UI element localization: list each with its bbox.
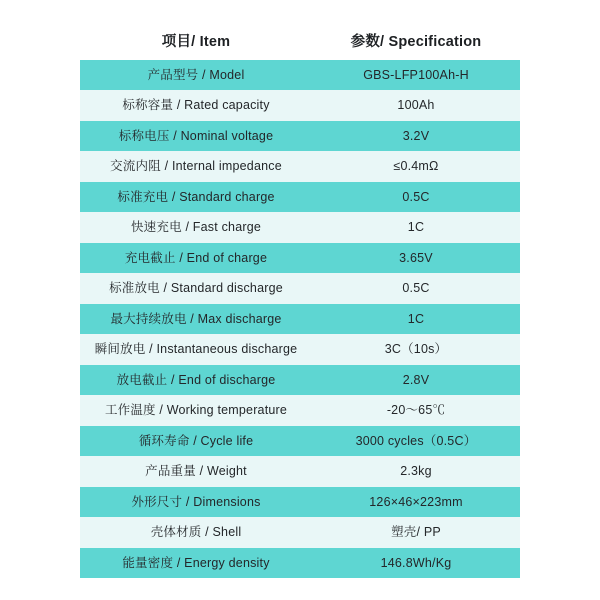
cell-item [80, 121, 312, 152]
cell-item [80, 90, 312, 121]
cell-specification [312, 182, 520, 213]
cell-specification-value: 3000 cycles（0.5C） [355, 433, 477, 448]
cell-item [80, 151, 312, 182]
table-row [80, 395, 520, 426]
cell-item-label: 产品型号 / Model [147, 67, 245, 82]
table-row [80, 151, 520, 182]
column-header-item [80, 22, 312, 60]
cell-specification-value: ≤0.4mΩ [393, 159, 439, 174]
table-row [80, 212, 520, 243]
table-header-row [80, 22, 520, 60]
cell-specification-value: 2.3kg [400, 464, 432, 479]
cell-item [80, 517, 312, 548]
cell-specification-value: -20～65℃ [386, 403, 446, 418]
cell-item-label: 快速充电 / Fast charge [130, 220, 262, 235]
cell-specification-value: 1C [407, 311, 425, 326]
cell-specification-value: 3C（10s） [384, 342, 448, 357]
cell-item-label: 标称容量 / Rated capacity [122, 98, 270, 113]
specification-table [80, 22, 520, 579]
table-row [80, 548, 520, 579]
cell-specification-value: 0.5C [402, 281, 430, 296]
table-row [80, 487, 520, 518]
column-header-item-label: 项目/ Item [161, 34, 231, 51]
cell-specification-value: 126×46×223mm [369, 494, 463, 509]
table-row [80, 121, 520, 152]
cell-specification [312, 212, 520, 243]
cell-specification-value: 3.65V [399, 250, 433, 265]
cell-item-label: 最大持续放电 / Max discharge [110, 311, 282, 326]
cell-specification [312, 487, 520, 518]
cell-item-label: 充电截止 / End of charge [124, 250, 268, 265]
cell-specification-value: 100Ah [397, 98, 435, 113]
table-row [80, 365, 520, 396]
cell-item [80, 182, 312, 213]
cell-item-label: 壳体材质 / Shell [150, 525, 242, 540]
cell-item [80, 60, 312, 91]
cell-item-label: 放电截止 / End of discharge [116, 372, 276, 387]
cell-specification [312, 517, 520, 548]
cell-specification-value: 塑壳/ PP [391, 525, 441, 540]
cell-item-label: 工作温度 / Working temperature [104, 403, 288, 418]
column-header-specification [312, 22, 520, 60]
cell-item [80, 426, 312, 457]
cell-specification-value: 1C [407, 220, 425, 235]
cell-item-label: 标准放电 / Standard discharge [109, 281, 283, 296]
cell-specification [312, 273, 520, 304]
table-row [80, 60, 520, 91]
cell-item-label: 产品重量 / Weight [145, 464, 247, 479]
cell-item [80, 212, 312, 243]
table-body [80, 60, 520, 579]
cell-specification [312, 304, 520, 335]
cell-specification [312, 243, 520, 274]
cell-specification [312, 151, 520, 182]
table-row [80, 334, 520, 365]
cell-item [80, 304, 312, 335]
table-row [80, 456, 520, 487]
cell-specification [312, 426, 520, 457]
table-row [80, 426, 520, 457]
table-header [80, 22, 520, 60]
cell-item-label: 瞬间放电 / Instantaneous discharge [94, 342, 298, 357]
cell-item-label: 标准充电 / Standard charge [117, 189, 275, 204]
table-row [80, 273, 520, 304]
cell-item [80, 395, 312, 426]
cell-specification [312, 334, 520, 365]
cell-item [80, 334, 312, 365]
cell-specification-value: 2.8V [402, 372, 430, 387]
cell-specification [312, 395, 520, 426]
cell-item [80, 548, 312, 579]
cell-item [80, 487, 312, 518]
cell-specification [312, 548, 520, 579]
table-row [80, 90, 520, 121]
cell-specification [312, 456, 520, 487]
cell-item [80, 273, 312, 304]
cell-item-label: 循环寿命 / Cycle life [138, 433, 254, 448]
cell-item [80, 456, 312, 487]
cell-item-label: 标称电压 / Nominal voltage [118, 128, 274, 143]
cell-specification [312, 60, 520, 91]
cell-item [80, 365, 312, 396]
table-row [80, 243, 520, 274]
table-row [80, 182, 520, 213]
table-row [80, 304, 520, 335]
cell-specification-value: 146.8Wh/Kg [380, 555, 452, 570]
table-row [80, 517, 520, 548]
cell-specification-value: 3.2V [402, 128, 430, 143]
cell-specification-value: GBS-LFP100Ah-H [363, 67, 469, 82]
cell-item-label: 外形尺寸 / Dimensions [131, 494, 261, 509]
cell-specification-value: 0.5C [402, 189, 430, 204]
column-header-specification-label: 参数/ Specification [350, 34, 482, 51]
cell-item [80, 243, 312, 274]
cell-specification [312, 121, 520, 152]
cell-item-label: 交流内阻 / Internal impedance [110, 159, 282, 174]
cell-item-label: 能量密度 / Energy density [122, 555, 270, 570]
cell-specification [312, 90, 520, 121]
cell-specification [312, 365, 520, 396]
